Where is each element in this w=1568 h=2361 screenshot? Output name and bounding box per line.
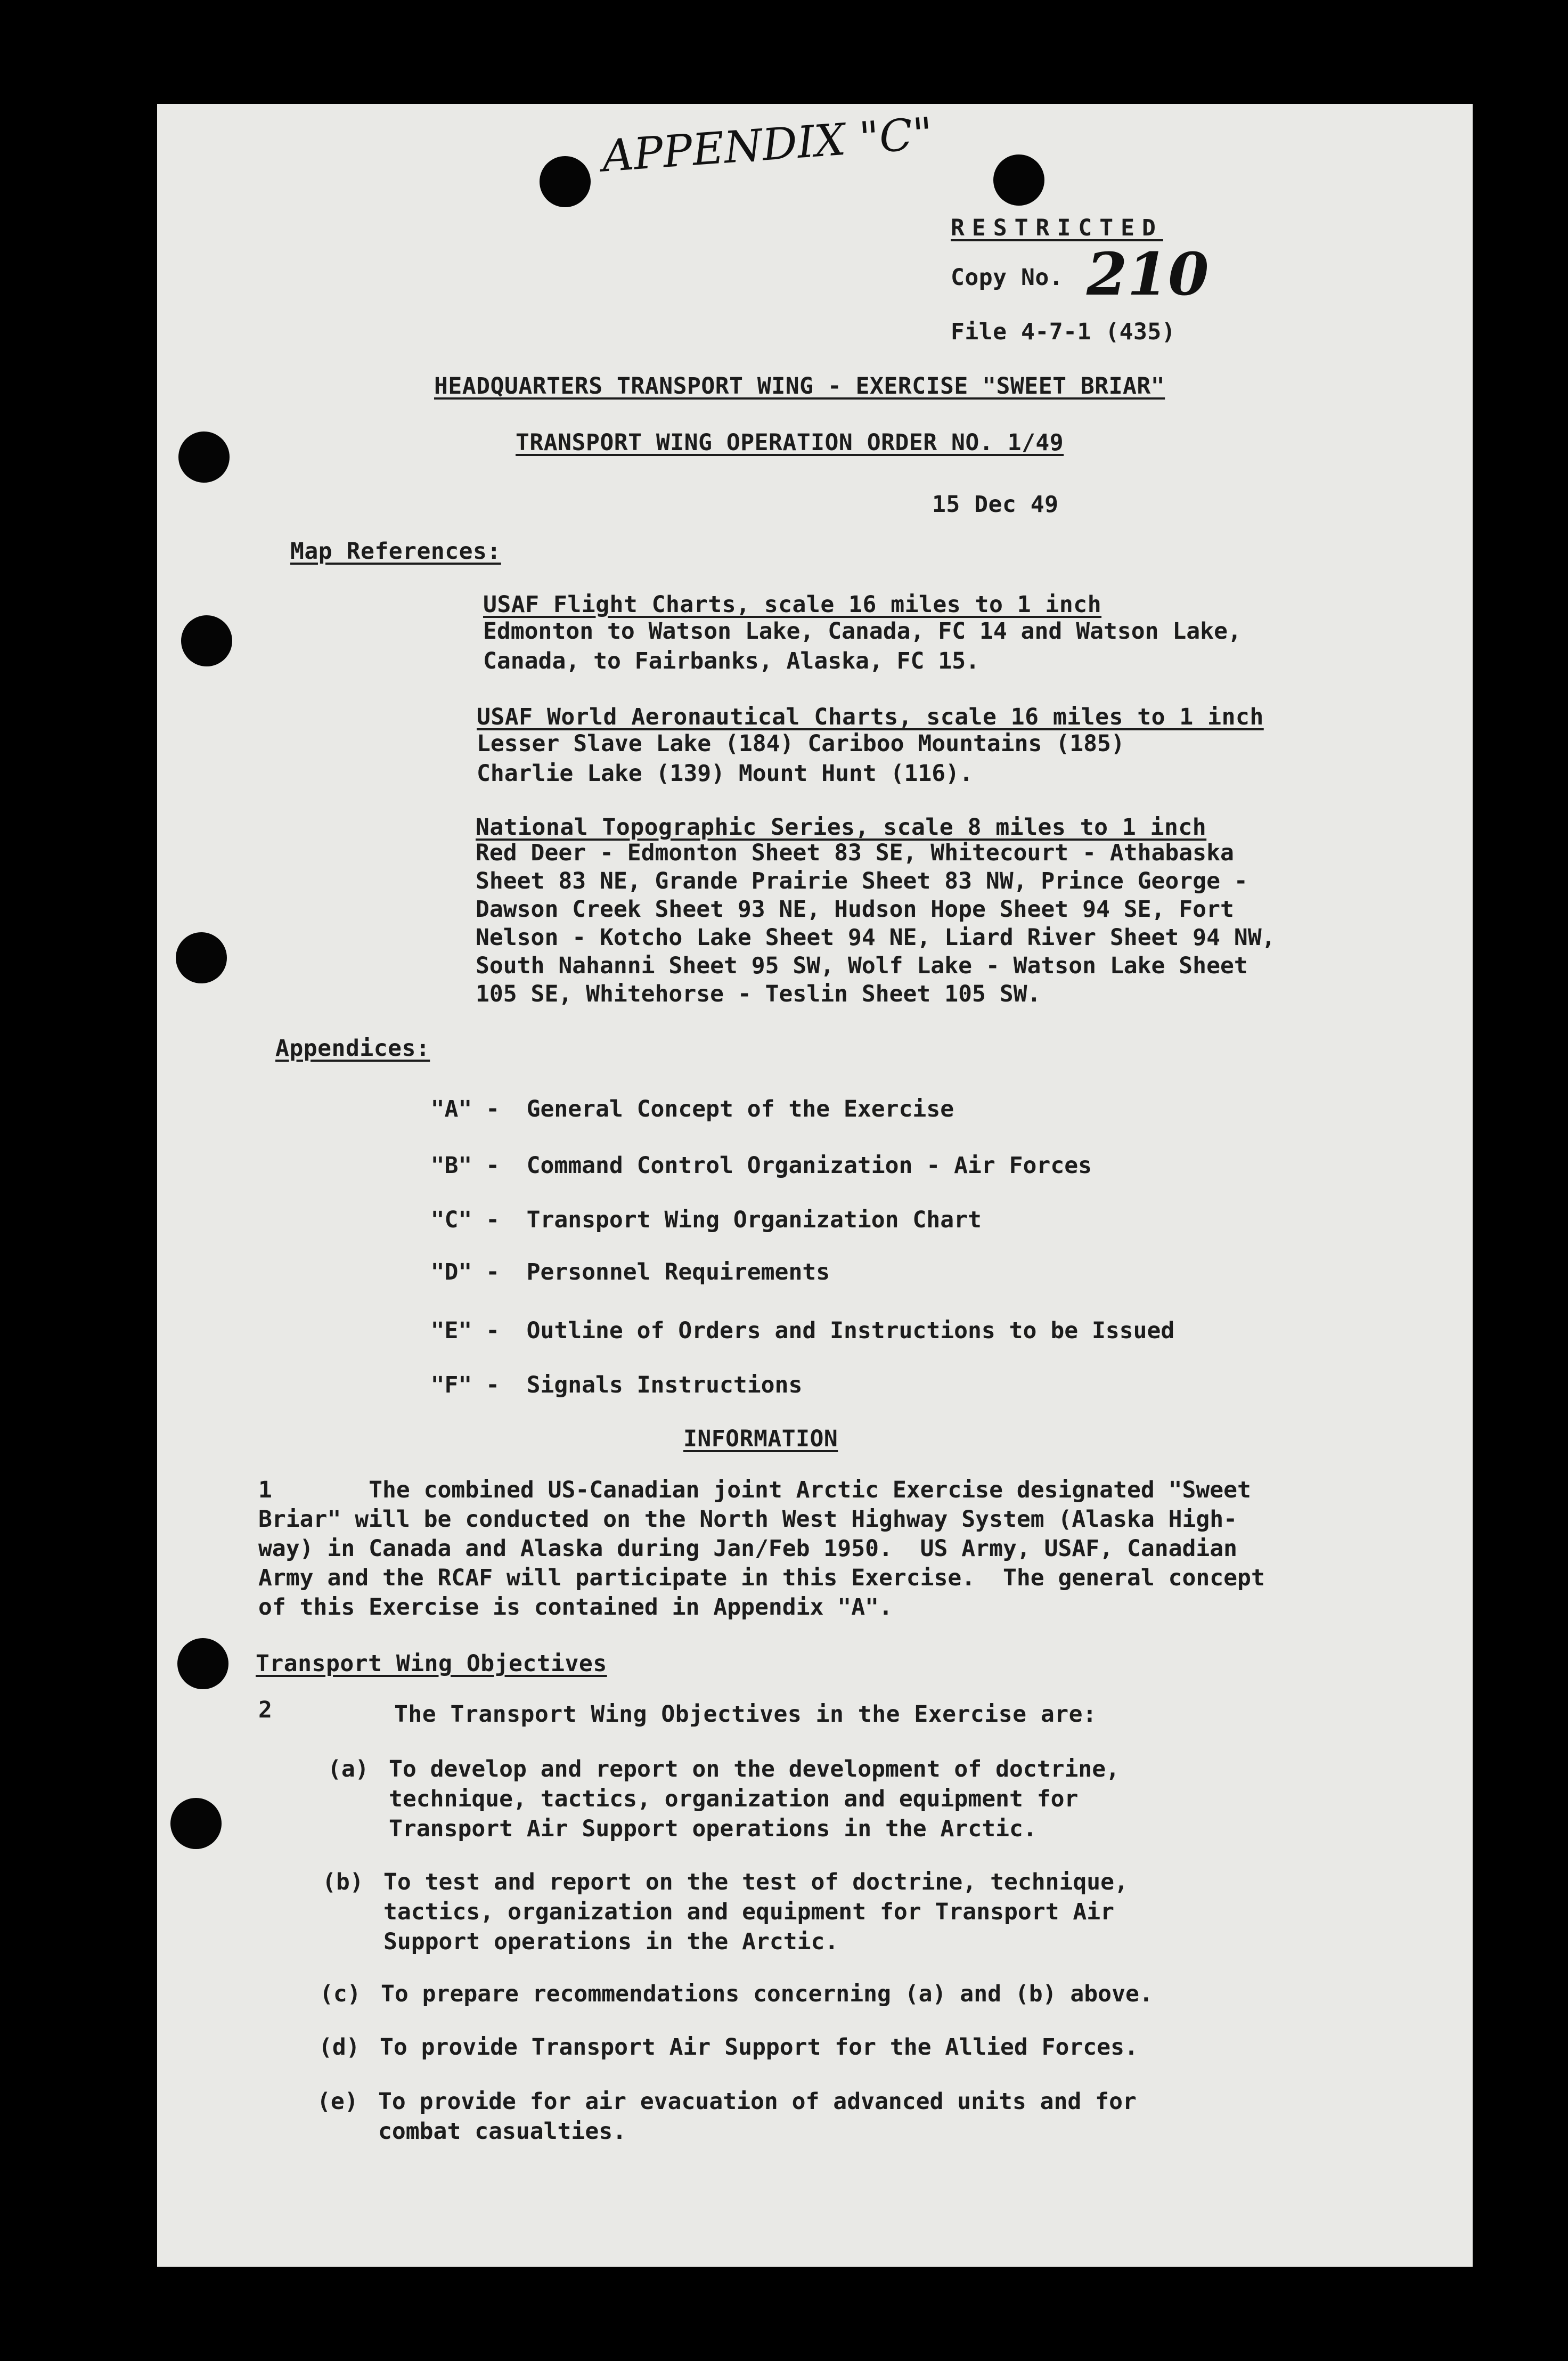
objective-key: (c) xyxy=(320,1981,361,2007)
document-title-line2: TRANSPORT WING OPERATION ORDER NO. 1/49 xyxy=(516,429,1064,456)
file-reference: File 4-7-1 (435) xyxy=(951,319,1176,345)
appendix-text: General Concept of the Exercise xyxy=(526,1096,954,1122)
appendices-heading: Appendices: xyxy=(275,1035,430,1062)
objective-item-a xyxy=(328,1754,1120,1874)
punch-hole-left-5 xyxy=(170,1798,222,1849)
map-references-heading: Map References: xyxy=(290,538,501,565)
objective-key: (e) xyxy=(317,2088,358,2115)
objective-key: (b) xyxy=(322,1869,364,1895)
objectives-heading: Transport Wing Objectives xyxy=(256,1650,607,1677)
objective-text: To test and report on the test of doctrine, technique, tactics, organization and equipment for Transport Air Support operations in the Arctic. xyxy=(383,1869,1128,1955)
objective-text: To develop and report on the development of doctrine, technique, tactics, organization and equipment for Transport Air Support operations in the Arctic. xyxy=(389,1756,1120,1842)
document-title-line1: HEADQUARTERS TRANSPORT WING - EXERCISE "SWEET BRIAR" xyxy=(434,373,1165,400)
appendix-key: "A" - xyxy=(430,1096,500,1122)
map-group-2-text: Lesser Slave Lake (184) Cariboo Mountains (185) Charlie Lake (139) Mount Hunt (116). xyxy=(477,730,1125,787)
objectives-paragraph-number: 2 xyxy=(258,1697,273,1723)
appendix-text: Outline of Orders and Instructions to be Issued xyxy=(526,1317,1175,1344)
objective-text: To prepare recommendations concerning (a) and (b) above. xyxy=(381,1981,1153,2007)
information-heading: INFORMATION xyxy=(683,1426,838,1452)
objective-item-b xyxy=(322,1867,1128,1987)
punch-hole-top-left xyxy=(540,156,591,207)
objectives-intro: The Transport Wing Objectives in the Exercise are: xyxy=(394,1701,1097,1728)
objective-text: To provide for air evacuation of advanced units and for combat casualties. xyxy=(378,2088,1137,2145)
appendix-text: Signals Instructions xyxy=(526,1372,803,1398)
map-group-1-title: USAF Flight Charts, scale 16 miles to 1 inch xyxy=(483,591,1102,618)
objective-text: To provide Transport Air Support for the Allied Forces. xyxy=(380,2034,1138,2061)
document-page xyxy=(157,104,1473,2267)
appendix-text: Transport Wing Organization Chart xyxy=(526,1207,982,1233)
punch-hole-left-4 xyxy=(177,1638,228,1689)
appendix-key: "B" - xyxy=(430,1152,500,1179)
objective-key: (a) xyxy=(328,1756,369,1782)
punch-hole-left-3 xyxy=(176,932,227,983)
copy-number-label: Copy No. xyxy=(951,264,1064,291)
punch-hole-top-right xyxy=(993,154,1044,206)
map-group-3-text: Red Deer - Edmonton Sheet 83 SE, Whitecourt - Athabaska Sheet 83 NE, Grande Prairie Sheet 83 NW, Prince George - Dawson Creek Sheet 93 NE, Hudson Hope Sheet 94 SE, Fort Nelson - Kotcho Lake Sheet 94 NE, Liard River Sheet 94 NW, South Nahanni Sheet 95 SW, Wolf Lake - Watson Lake Sheet 105 SE, Whitehorse - Teslin Sheet 105 SW. xyxy=(476,840,1276,1007)
appendix-key: "F" - xyxy=(430,1372,500,1398)
map-group-2-title: USAF World Aeronautical Charts, scale 16 miles to 1 inch xyxy=(477,704,1264,730)
map-group-3-title: National Topographic Series, scale 8 miles to 1 inch xyxy=(476,814,1207,841)
objective-key: (d) xyxy=(318,2034,360,2061)
information-paragraph-1: 1 The combined US-Canadian joint Arctic Exercise designated "Sweet Briar" will be conducted on the North West Highway System (Alaska High- way) in Canada and Alaska during Jan/Feb 1950. US Army, USAF, Canadian Army and the RCAF will participate in this Exercise. The general concept of this Exercise is contained in Appendix "A". xyxy=(258,1477,1265,1621)
appendix-key: "E" - xyxy=(430,1317,500,1344)
objective-item-e xyxy=(317,2087,1137,2206)
punch-hole-left-1 xyxy=(178,432,230,483)
punch-hole-left-2 xyxy=(181,615,232,666)
copy-number-handwritten: 210 xyxy=(1087,240,1209,308)
appendix-key: "D" - xyxy=(430,1259,500,1285)
appendix-text: Command Control Organization - Air Forces xyxy=(526,1152,1092,1179)
appendix-key: "C" - xyxy=(430,1207,500,1233)
map-group-1-text: Edmonton to Watson Lake, Canada, FC 14 and Watson Lake, Canada, to Fairbanks, Alaska, FC 15. xyxy=(483,618,1242,674)
appendix-text: Personnel Requirements xyxy=(526,1259,830,1285)
appendix-item-f xyxy=(375,1345,802,1425)
document-date: 15 Dec 49 xyxy=(932,491,1059,518)
classification-restricted: RESTRICTED xyxy=(951,215,1163,241)
handwritten-appendix-note: APPENDIX "C" xyxy=(600,108,935,182)
